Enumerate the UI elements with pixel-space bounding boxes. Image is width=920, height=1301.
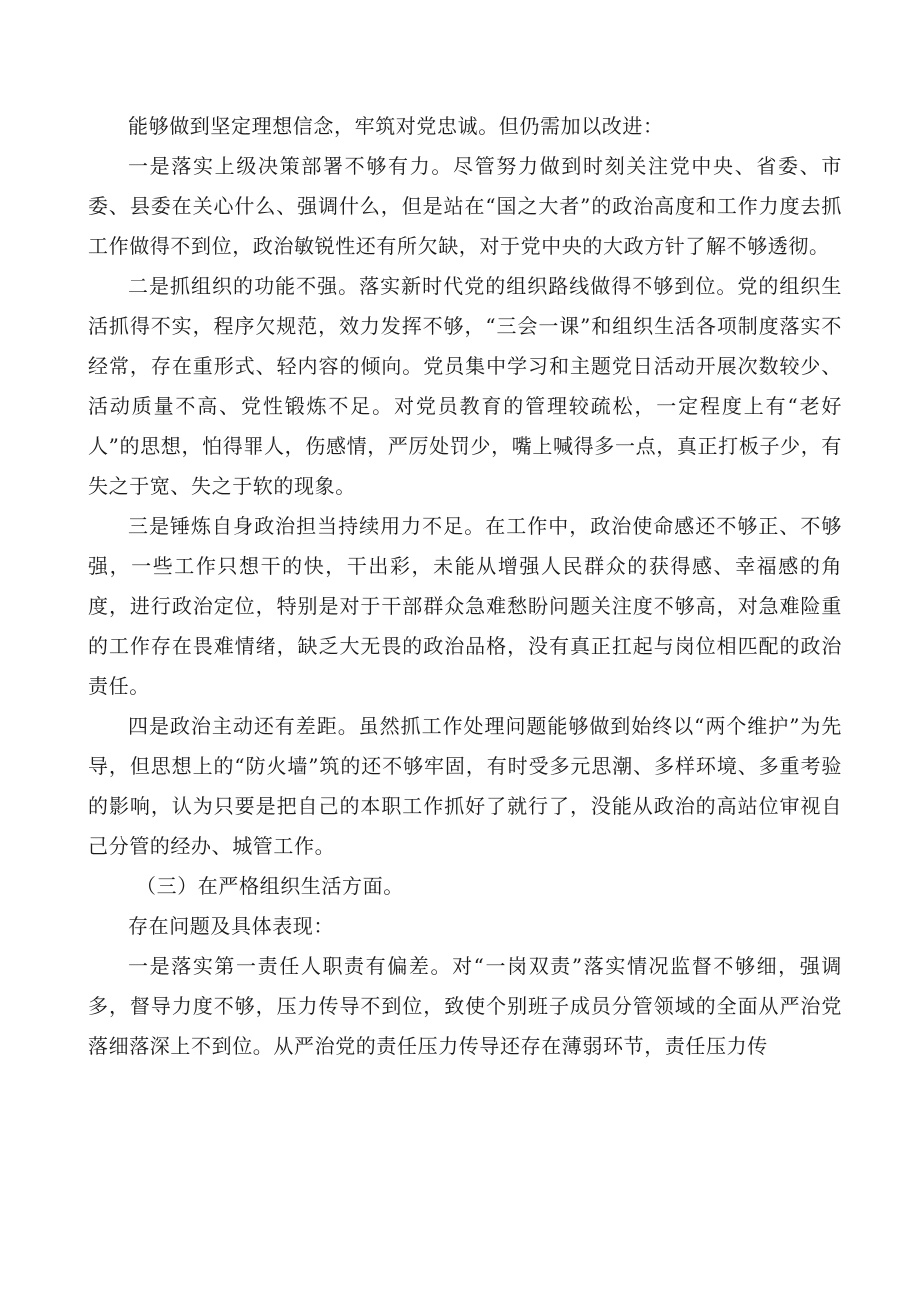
paragraph-point-2: 二是抓组织的功能不强。落实新时代党的组织路线做得不够到位。党的组织生活抓得不实，程序欠规范，效力发挥不够，“三会一课”和组织生活各项制度落实不经常，存在重形式、轻内容的倾向。党员集中学习和主题党日活动开展次数较少、活动质量不高、党性锻炼不足。对党员教育的管理较疏松，一定程度上有“老好人”的思想，怕得罪人，伤感情，严厉处罚少，嘴上喊得多一点，真正打板子少，有失之于宽、失之于软的现象。 — [88, 274, 842, 498]
paragraph-subheading: 存在问题及具体表现： — [128, 914, 334, 938]
paragraph-point-1: 一是落实上级决策部署不够有力。尽管努力做到时刻关注党中央、省委、市委、县委在关心什么、强调什么，但是站在“国之大者”的政治高度和工作力度去抓工作做得不到位，政治敏锐性还有所欠缺，对于党中央的大政方针了解不够透彻。 — [88, 154, 842, 258]
paragraph-point-5: 一是落实第一责任人职责有偏差。对“一岗双责”落实情况监督不够细，强调多，督导力度不够，压力传导不到位，致使个别班子成员分管领域的全面从严治党落细落深上不到位。从严治党的责任压力传导还存在薄弱环节，责任压力传 — [88, 954, 842, 1058]
paragraph-point-4: 四是政治主动还有差距。虽然抓工作处理问题能够做到始终以“两个维护”为先导，但思想上的“防火墙”筑的还不够牢固，有时受多元思潮、多样环境、多重考验的影响，认为只要是把自己的本职工作抓好了就行了，没能从政治的高站位审视自己分管的经办、城管工作。 — [88, 714, 842, 858]
paragraph-intro: 能够做到坚定理想信念，牢筑对党忠诚。但仍需加以改进： — [128, 114, 664, 138]
paragraph-point-3: 三是锤炼自身政治担当持续用力不足。在工作中，政治使命感还不够正、不够强，一些工作只想干的快，干出彩，未能从增强人民群众的获得感、幸福感的角度，进行政治定位，特别是对于干部群众急难愁盼问题关注度不够高，对急难险重的工作存在畏难情绪，缺乏大无畏的政治品格，没有真正扛起与岗位相匹配的政治责任。 — [88, 514, 842, 698]
section-heading: （三）在严格组织生活方面。 — [136, 874, 404, 898]
